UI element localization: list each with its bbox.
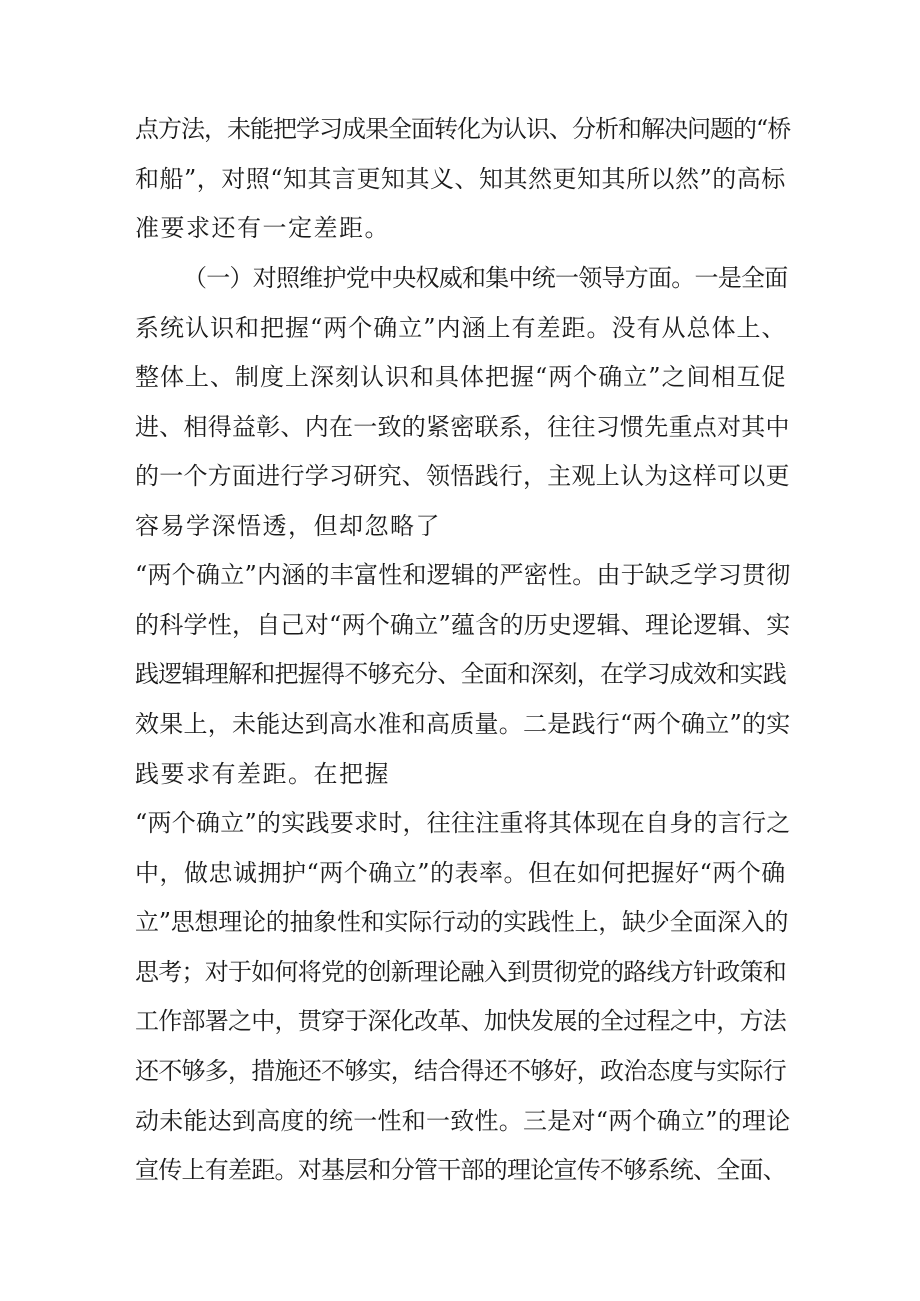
text-line-6: 整体上、制度上深刻认识和具体把握“两个确立”之间相互促 — [135, 363, 787, 391]
text-line-14: 践要求有差距。在把握 — [135, 760, 390, 788]
text-line-9: 容易学深悟透，但却忽略了 — [135, 512, 441, 540]
text-line-21: 动未能达到高度的统一性和一致性。三是对“两个确立”的理论 — [135, 1107, 791, 1135]
text-line-5: 系统认识和把握“两个确立”内涵上有差距。没有从总体上、 — [135, 314, 787, 342]
text-line-4: （一）对照维护党中央权威和集中统一领导方面。一是全面 — [183, 264, 788, 292]
text-line-22: 宣传上有差距。对基层和分管干部的理论宣传不够系统、全面、 — [135, 1156, 786, 1184]
text-line-19: 工作部署之中，贯穿于深化改革、加快发展的全过程之中，方法 — [135, 1007, 786, 1035]
text-line-12: 践逻辑理解和把握得不够充分、全面和深刻，在学习成效和实践 — [135, 660, 786, 688]
text-line-11: 的科学性，自己对“两个确立”蕴含的历史逻辑、理论逻辑、实 — [135, 611, 791, 639]
text-line-10: “两个确立”内涵的丰富性和逻辑的严密性。由于缺乏学习贯彻 — [135, 561, 791, 589]
text-line-17: 立”思想理论的抽象性和实际行动的实践性上，缺少全面深入的 — [135, 908, 789, 936]
text-line-2: 和船”，对照“知其言更知其义、知其然更知其所以然”的高标 — [135, 165, 786, 193]
text-line-7: 进、相得益彰、内在一致的紧密联系，往往习惯先重点对其中 — [135, 413, 790, 441]
text-line-8: 的一个方面进行学习研究、领悟践行，主观上认为这样可以更 — [135, 462, 790, 490]
text-line-16: 中，做忠诚拥护“两个确立”的表率。但在如何把握好“两个确 — [135, 859, 786, 887]
text-line-20: 还不够多，措施还不够实，结合得还不够好，政治态度与实际行 — [135, 1057, 786, 1085]
text-line-1: 点方法，未能把学习成果全面转化为认识、分析和解决问题的“桥 — [135, 115, 791, 143]
text-line-18: 思考；对于如何将党的创新理论融入到贯彻党的路线方针政策和 — [135, 958, 786, 986]
text-line-13: 效果上，未能达到高水准和高质量。二是践行“两个确立”的实 — [135, 710, 791, 738]
text-line-15: “两个确立”的实践要求时，往往注重将其体现在自身的言行之 — [135, 809, 791, 837]
text-line-3: 准要求还有一定差距。 — [135, 214, 390, 242]
